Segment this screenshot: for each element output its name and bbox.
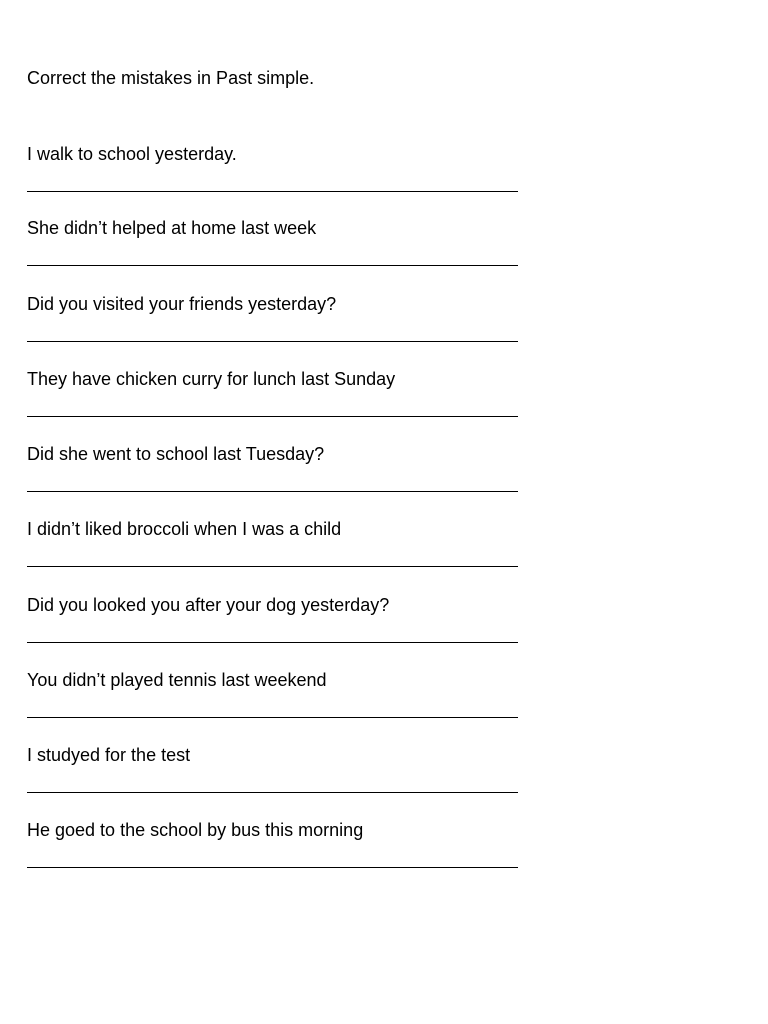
exercise-sentence: They have chicken curry for lunch last Sunday [27, 369, 396, 389]
answer-line[interactable] [27, 265, 518, 266]
exercise-item-9 [27, 743, 519, 803]
exercise-item-6 [27, 517, 519, 577]
exercise-sentence: I didn’t liked broccoli when I was a child [27, 519, 342, 539]
answer-line[interactable] [27, 867, 518, 868]
answer-line[interactable] [27, 642, 518, 643]
exercise-item-7 [27, 593, 519, 653]
exercise-item-4 [27, 367, 519, 427]
answer-line[interactable] [27, 341, 518, 342]
exercise-item-3 [27, 292, 519, 352]
answer-line[interactable] [27, 717, 518, 718]
exercise-item-10 [27, 818, 519, 878]
exercise-item-8 [27, 668, 519, 728]
exercise-sentence: You didn’t played tennis last weekend [27, 670, 327, 690]
exercise-sentence: I walk to school yesterday. [27, 144, 237, 164]
answer-line[interactable] [27, 566, 518, 567]
answer-line[interactable] [27, 792, 518, 793]
exercise-sentence: Did she went to school last Tuesday? [27, 444, 325, 464]
answer-line[interactable] [27, 191, 518, 192]
exercise-item-1 [27, 142, 519, 202]
exercise-sentence: He goed to the school by bus this morning [27, 820, 364, 840]
exercise-item-5 [27, 442, 519, 502]
answer-line[interactable] [27, 416, 518, 417]
exercise-item-2 [27, 216, 519, 276]
exercise-sentence: Did you visited your friends yesterday? [27, 294, 337, 314]
answer-line[interactable] [27, 491, 518, 492]
exercise-sentence: I studyed for the test [27, 745, 191, 765]
exercise-sentence: She didn’t helped at home last week [27, 218, 317, 238]
exercise-sentence: Did you looked you after your dog yesterday? [27, 595, 390, 615]
worksheet-instruction: Correct the mistakes in Past simple. [27, 68, 315, 88]
